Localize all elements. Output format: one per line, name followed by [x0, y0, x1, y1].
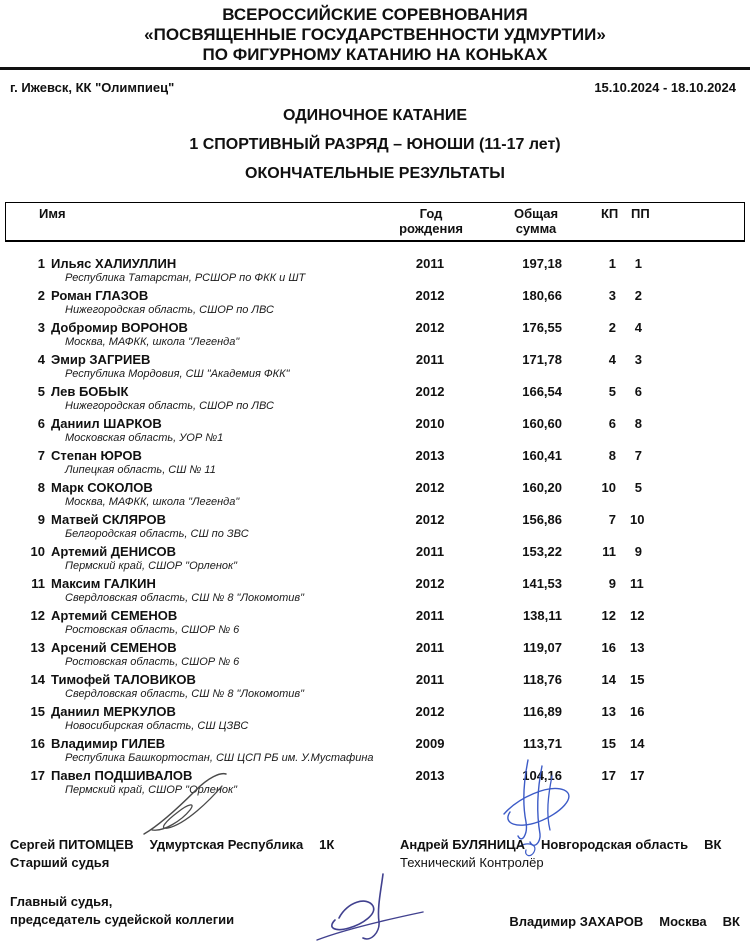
skater-cell: [45, 416, 390, 445]
technical-controller-line: [400, 836, 721, 854]
competition-title: [0, 0, 750, 65]
free-program-place: 2: [634, 288, 642, 303]
skater-name: Владимир ГИЛЕВ: [51, 736, 166, 751]
free-program-place: 10: [630, 512, 645, 527]
technical-controller-block: [400, 836, 721, 872]
rank-number: 8: [37, 480, 45, 495]
table-row: [5, 576, 745, 608]
table-row: [5, 448, 745, 480]
skater-cell: [45, 672, 390, 701]
short-program-place: 11: [602, 544, 616, 559]
skater-club: Свердловская область, СШ № 8 "Локомотив": [65, 688, 304, 700]
skater-cell: [45, 448, 390, 477]
column-header-spacer: [659, 206, 744, 236]
table-row: [5, 480, 745, 512]
chief-judge-name: Владимир ЗАХАРОВ: [509, 914, 644, 929]
free-program-place: 13: [630, 640, 645, 655]
short-program-place: 4: [608, 352, 616, 367]
table-row: [5, 704, 745, 736]
skater-name: Эмир ЗАГРИЕВ: [51, 352, 151, 367]
senior-judge-role: Старший судья: [10, 855, 110, 870]
rank-number: 16: [30, 736, 45, 751]
skater-name: Даниил ШАРКОВ: [51, 416, 162, 431]
skater-club: Республика Башкортостан, СШ ЦСП РБ им. У.Мустафина: [65, 752, 374, 764]
short-program-place: 1: [608, 256, 616, 271]
free-program-place: 4: [634, 320, 642, 335]
birth-year: 2011: [415, 352, 445, 367]
skater-cell: [45, 736, 390, 765]
skater-club: Москва, МАФКК, школа "Легенда": [65, 496, 240, 508]
total-score: 160,20: [522, 480, 562, 495]
birth-year: 2013: [415, 448, 445, 463]
birth-year: 2011: [415, 608, 445, 623]
chief-judge-signature: [313, 870, 428, 948]
free-program-place: 8: [634, 416, 642, 431]
short-program-place: 5: [608, 384, 616, 399]
birth-year: 2012: [415, 384, 445, 399]
birth-year: 2012: [415, 512, 445, 527]
rank-number: 12: [30, 608, 45, 623]
skater-name: Ильяс ХАЛИУЛЛИН: [51, 256, 177, 271]
title-line-2: «ПОСВЯЩЕННЫЕ ГОСУДАРСТВЕННОСТИ УДМУРТИИ»: [144, 25, 606, 44]
skater-club: Республика Татарстан, РСШОР по ФКК и ШТ: [65, 272, 306, 284]
results-table-header: [5, 202, 745, 242]
chief-judge-role-line1: Главный судья,: [10, 894, 113, 909]
short-program-place: 15: [601, 736, 616, 751]
column-header-total-score: Общая сумма: [513, 206, 559, 236]
birth-year: 2012: [415, 288, 445, 303]
skater-name: Даниил МЕРКУЛОВ: [51, 704, 176, 719]
total-score: 166,54: [522, 384, 562, 399]
table-row: [5, 512, 745, 544]
skater-name: Арсений СЕМЕНОВ: [51, 640, 177, 655]
table-row: [5, 320, 745, 352]
total-score: 118,76: [522, 672, 562, 687]
skater-name: Матвей СКЛЯРОВ: [51, 512, 167, 527]
rank-number: 10: [30, 544, 45, 559]
skater-club: Свердловская область, СШ № 8 "Локомотив": [65, 592, 304, 604]
table-row: [5, 352, 745, 384]
rank-number: 9: [37, 512, 45, 527]
skater-club: Московская область, УОР №1: [65, 432, 224, 444]
senior-judge-block: [10, 836, 334, 872]
skater-club: Москва, МАФКК, школа "Легенда": [65, 336, 240, 348]
senior-judge-line: [10, 836, 334, 854]
skater-club: Ростовская область, СШОР № 6: [65, 656, 240, 668]
birth-year: 2009: [415, 736, 445, 751]
free-program-place: 11: [630, 576, 644, 591]
short-program-place: 8: [608, 448, 616, 463]
short-program-place: 16: [601, 640, 616, 655]
free-program-place: 9: [634, 544, 642, 559]
technical-controller-grade: ВК: [704, 837, 722, 852]
senior-judge-grade: 1К: [319, 837, 335, 852]
chief-judge-role-block: [10, 893, 234, 929]
short-program-place: 2: [608, 320, 616, 335]
total-score: 119,07: [522, 640, 562, 655]
skater-cell: [45, 640, 390, 669]
total-score: 160,60: [522, 416, 562, 431]
chief-judge-role-line2: председатель судейской коллегии: [10, 912, 235, 927]
skater-name: Степан ЮРОВ: [51, 448, 142, 463]
results-table-body: [5, 242, 745, 800]
total-score: 197,18: [522, 256, 562, 271]
free-program-place: 3: [634, 352, 642, 367]
title-line-3: ПО ФИГУРНОМУ КАТАНИЮ НА КОНЬКАХ: [202, 45, 548, 64]
skater-cell: [45, 384, 390, 413]
skater-cell: [45, 288, 390, 317]
short-program-place: 7: [608, 512, 616, 527]
venue-text: г. Ижевск, КК "Олимпиец": [10, 80, 175, 95]
title-line-1: ВСЕРОССИЙСКИЕ СОРЕВНОВАНИЯ: [222, 5, 528, 24]
skater-club: Пермский край, СШОР "Орленок": [65, 560, 238, 572]
skater-club: Республика Мордовия, СШ "Академия ФКК": [65, 368, 290, 380]
rank-number: 4: [37, 352, 45, 367]
rank-number: 14: [30, 672, 45, 687]
table-row: [5, 672, 745, 704]
total-score: 156,86: [522, 512, 562, 527]
free-program-place: 6: [634, 384, 642, 399]
column-header-name: Имя: [39, 206, 66, 221]
free-program-place: 14: [630, 736, 645, 751]
column-header-short-program: КП: [601, 206, 619, 221]
skater-cell: [45, 320, 390, 349]
results-label: ОКОНЧАТЕЛЬНЫЕ РЕЗУЛЬТАТЫ: [245, 165, 505, 182]
free-program-place: 16: [630, 704, 645, 719]
skater-name: Артемий СЕМЕНОВ: [51, 608, 178, 623]
rank-number: 3: [37, 320, 45, 335]
skater-name: Павел ПОДШИВАЛОВ: [51, 768, 193, 783]
free-program-place: 17: [630, 768, 645, 783]
event-subtitle: [0, 101, 750, 188]
short-program-place: 13: [601, 704, 616, 719]
total-score: 153,22: [522, 544, 562, 559]
skater-club: Новосибирская область, СШ ЦЗВС: [65, 720, 249, 732]
technical-controller-role: Технический Контролёр: [400, 855, 544, 870]
rank-number: 1: [37, 256, 45, 271]
table-row: [5, 288, 745, 320]
short-program-place: 3: [608, 288, 616, 303]
skater-name: Марк СОКОЛОВ: [51, 480, 153, 495]
rank-number: 5: [37, 384, 45, 399]
column-header-birth-year: Год рождения: [399, 206, 463, 236]
total-score: 116,89: [522, 704, 562, 719]
table-row: [5, 256, 745, 288]
short-program-place: 17: [601, 768, 616, 783]
skater-club: Липецкая область, СШ № 11: [65, 464, 216, 476]
chief-judge-name-line: [509, 913, 740, 931]
birth-year: 2012: [415, 704, 445, 719]
total-score: 113,71: [522, 736, 562, 751]
total-score: 171,78: [522, 352, 562, 367]
skater-cell: [45, 608, 390, 637]
skater-club: Нижегородская область, СШОР по ЛВС: [65, 304, 274, 316]
rank-number: 15: [30, 704, 45, 719]
header-divider: [0, 67, 750, 70]
table-row: [5, 608, 745, 640]
birth-year: 2011: [415, 672, 445, 687]
skater-cell: [45, 704, 390, 733]
birth-year: 2011: [415, 256, 445, 271]
rank-number: 17: [30, 768, 45, 783]
total-score: 104,16: [522, 768, 562, 783]
table-row: [5, 768, 745, 800]
table-row: [5, 384, 745, 416]
free-program-place: 1: [634, 256, 642, 271]
short-program-place: 6: [608, 416, 616, 431]
free-program-place: 15: [630, 672, 645, 687]
chief-judge-region: Москва: [659, 914, 707, 929]
birth-year: 2012: [415, 320, 445, 335]
birth-year: 2012: [415, 576, 445, 591]
column-header-free-program: ПП: [631, 206, 650, 221]
skater-name: Роман ГЛАЗОВ: [51, 288, 149, 303]
chief-judge-grade: ВК: [722, 914, 740, 929]
total-score: 141,53: [522, 576, 562, 591]
skater-cell: [45, 544, 390, 573]
skater-club: Пермский край, СШОР "Орленок": [65, 784, 238, 796]
skater-name: Артемий ДЕНИСОВ: [51, 544, 177, 559]
short-program-place: 12: [601, 608, 616, 623]
table-row: [5, 416, 745, 448]
total-score: 138,11: [522, 608, 562, 623]
free-program-place: 5: [634, 480, 642, 495]
skater-cell: [45, 576, 390, 605]
table-row: [5, 736, 745, 768]
senior-judge-name: Сергей ПИТОМЦЕВ: [10, 837, 134, 852]
skater-club: Белгородская область, СШ по ЗВС: [65, 528, 249, 540]
rank-number: 2: [37, 288, 45, 303]
skater-cell: [45, 352, 390, 381]
category-text: 1 СПОРТИВНЫЙ РАЗРЯД – ЮНОШИ (11-17 лет): [189, 136, 561, 153]
birth-year: 2011: [415, 640, 445, 655]
senior-judge-region: Удмуртская Республика: [149, 837, 304, 852]
birth-year: 2011: [415, 544, 445, 559]
birth-year: 2013: [415, 768, 445, 783]
rank-number: 6: [37, 416, 45, 431]
total-score: 160,41: [522, 448, 562, 463]
skater-name: Максим ГАЛКИН: [51, 576, 156, 591]
venue-row: [10, 80, 736, 95]
rank-number: 13: [30, 640, 45, 655]
free-program-place: 7: [634, 448, 642, 463]
free-program-place: 12: [630, 608, 645, 623]
skater-club: Ростовская область, СШОР № 6: [65, 624, 240, 636]
skater-name: Добромир ВОРОНОВ: [51, 320, 188, 335]
skater-cell: [45, 256, 390, 285]
senior-judge-signature: [138, 770, 238, 838]
skater-cell: [45, 480, 390, 509]
technical-controller-name: Андрей БУЛЯНИЦА: [400, 837, 525, 852]
birth-year: 2012: [415, 480, 445, 495]
table-row: [5, 640, 745, 672]
dates-text: 15.10.2024 - 18.10.2024: [594, 80, 736, 95]
skater-club: Нижегородская область, СШОР по ЛВС: [65, 400, 274, 412]
skater-name: Тимофей ТАЛОВИКОВ: [51, 672, 196, 687]
rank-number: 11: [31, 576, 45, 591]
skater-name: Лев БОБЫК: [51, 384, 129, 399]
short-program-place: 9: [608, 576, 616, 591]
total-score: 176,55: [522, 320, 562, 335]
discipline-text: ОДИНОЧНОЕ КАТАНИЕ: [282, 107, 468, 124]
total-score: 180,66: [522, 288, 562, 303]
rank-number: 7: [37, 448, 45, 463]
skater-cell: [45, 512, 390, 541]
technical-controller-region: Новгородская область: [540, 837, 689, 852]
short-program-place: 14: [601, 672, 616, 687]
short-program-place: 10: [601, 480, 616, 495]
table-row: [5, 544, 745, 576]
birth-year: 2010: [415, 416, 445, 431]
